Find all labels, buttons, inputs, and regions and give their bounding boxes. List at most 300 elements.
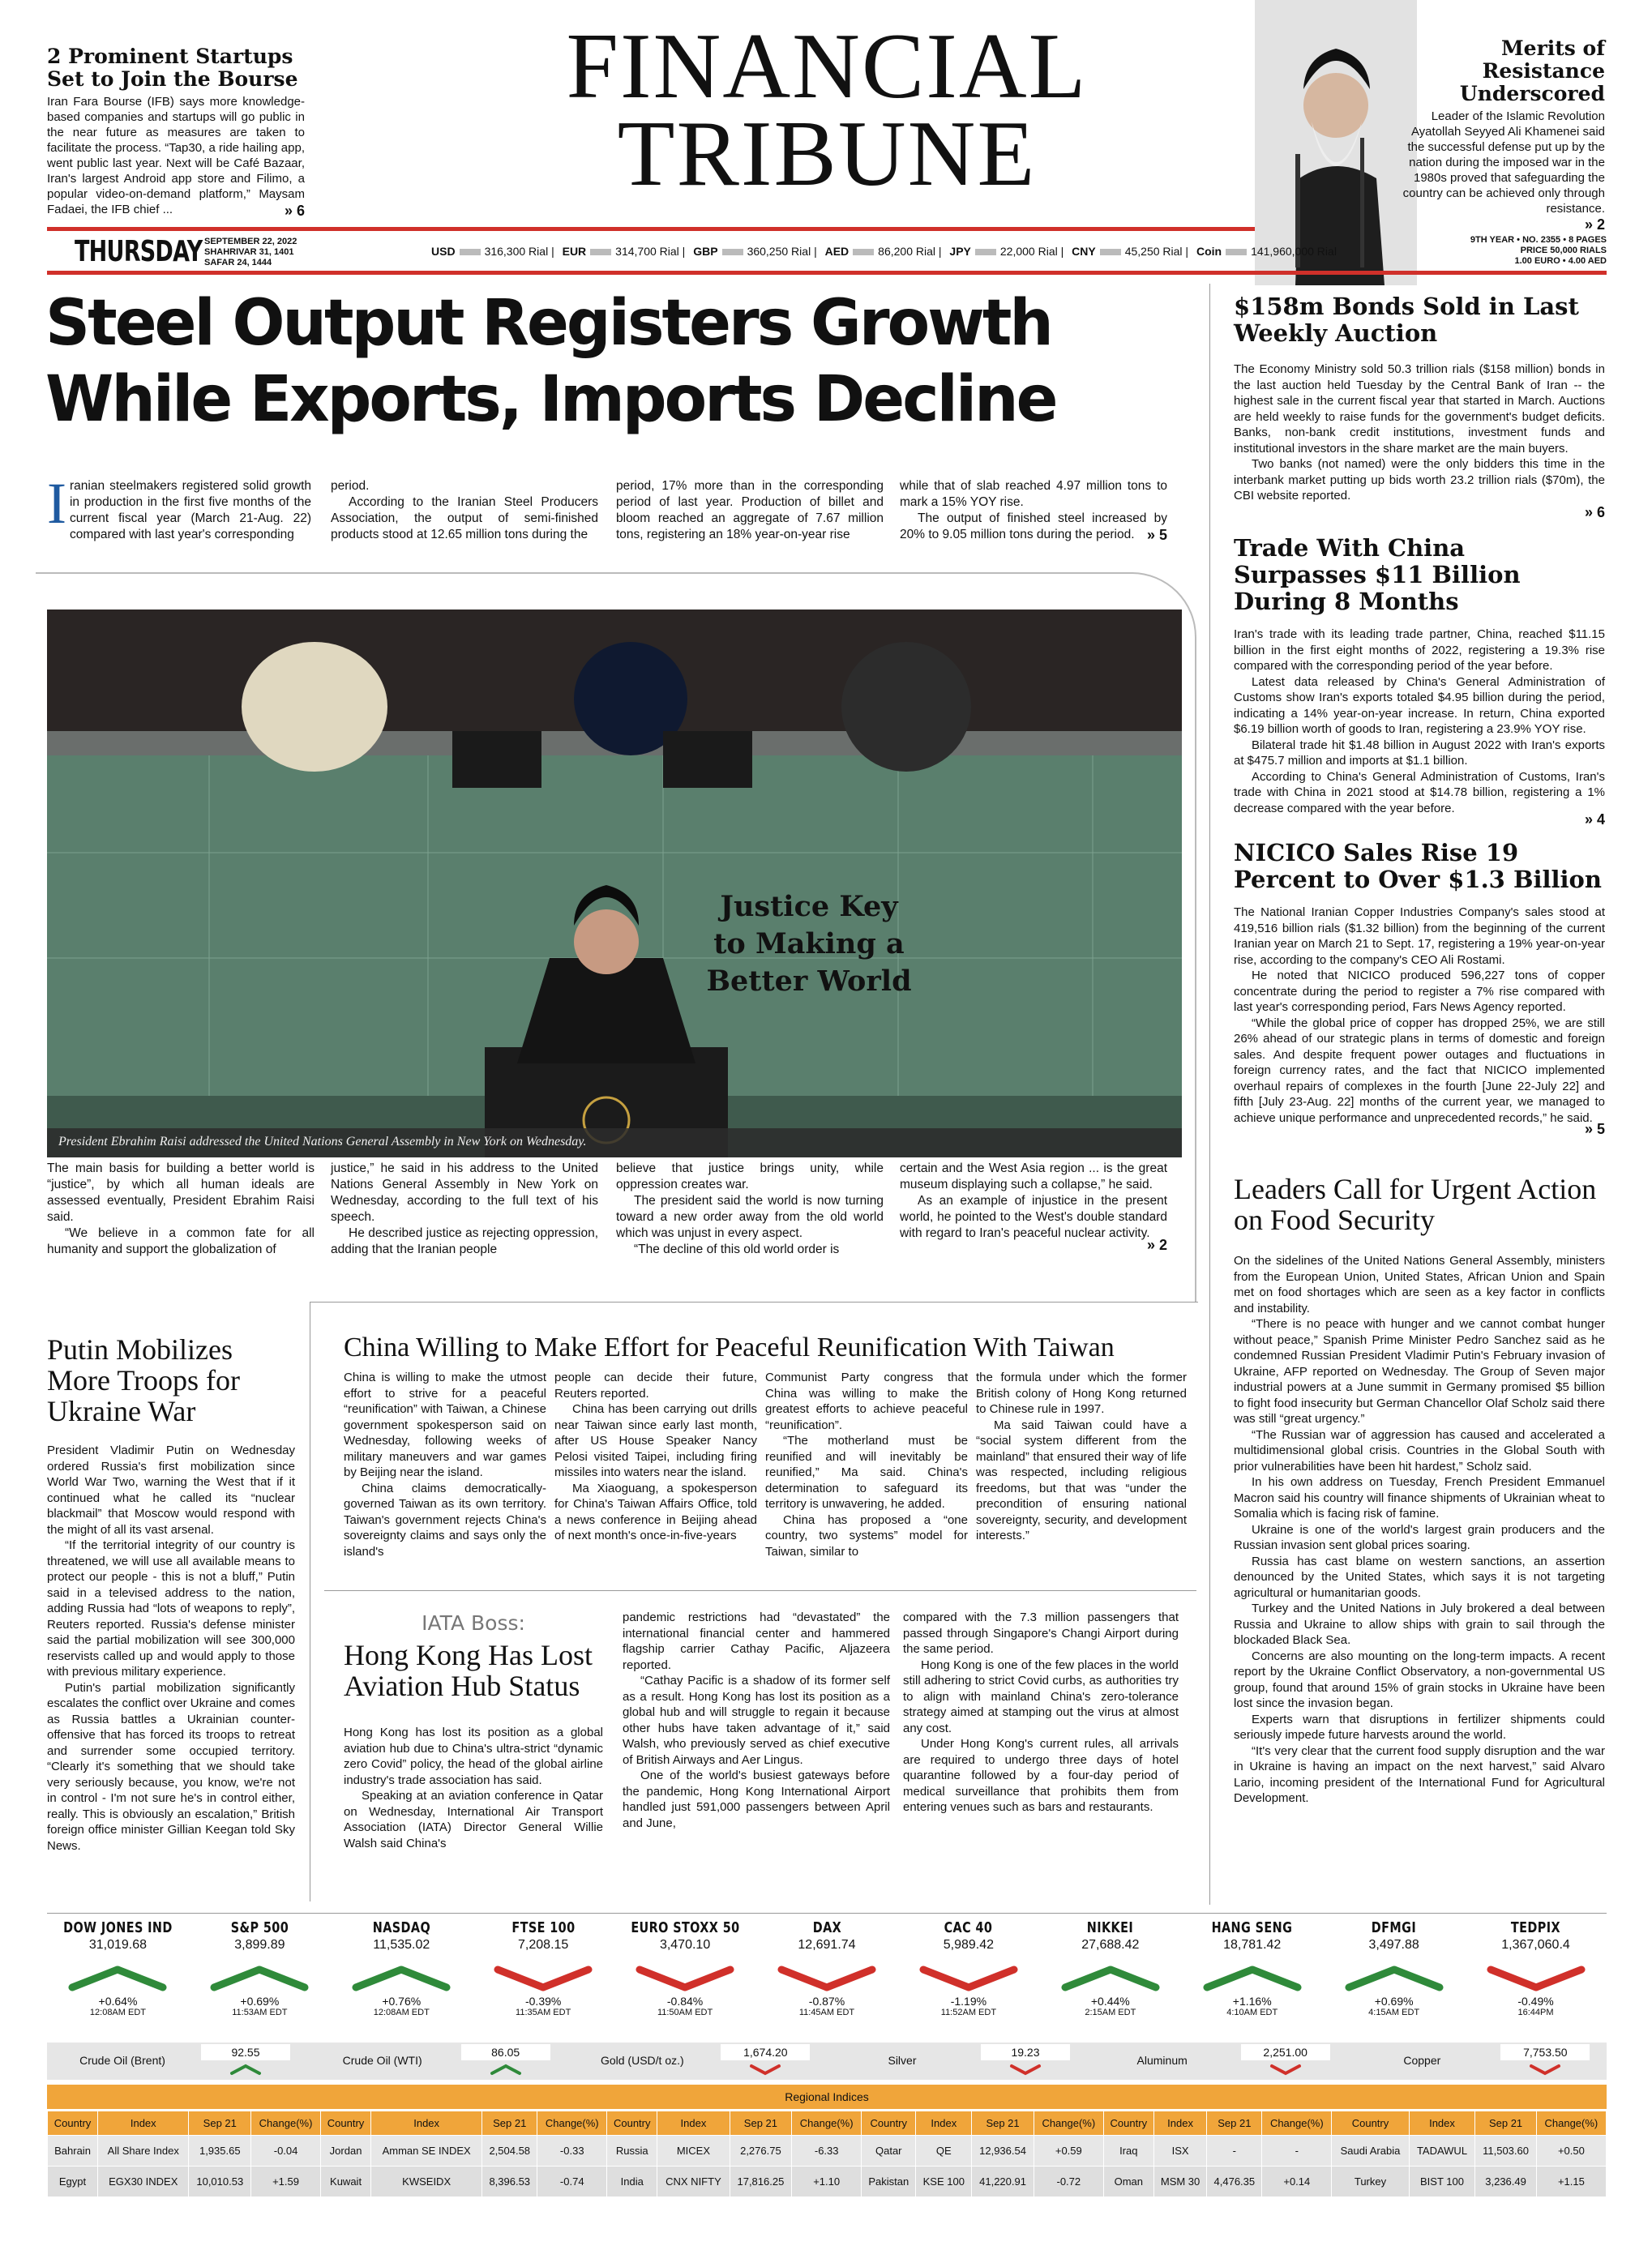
commodity-aluminum: [1087, 2043, 1347, 2080]
china-trade-p4: According to China's General Administration of Customs, Iran's trade with China in 2021 stood at $14.78 billion, registering a 1% decrease compared with the year before.: [1234, 769, 1605, 815]
commodities-bar: [47, 2043, 1607, 2080]
down-chevron-icon: [1487, 1965, 1585, 1991]
ticker-currency: CNY: [1072, 245, 1096, 258]
food-p10: “It's very clear that the current food supply disruption and the war in Ukraine is having an impact on the next harvest,” said Alvaro Lario, incoming president of the International Fund for Agricultural Development.: [1234, 1743, 1605, 1805]
index-name: EURO STOXX 50: [630, 1919, 740, 1936]
ticker-separator: |: [811, 245, 820, 258]
table-cell: 2,504.58: [482, 2136, 537, 2167]
ticker-bar: [590, 249, 611, 255]
food-p2: “There is no peace with hunger and we cannot combat hunger without peace,” Spanish Prime Minister Pedro Sanchez said as he condemned Russian President Vladimir Putin's February invasion of Ukraine, AFP reported on Wednesday. The Group of Seven major industrial powers at a June summit in Germany promised $5 billion to fight food insecurity but German Chancellor Olaf Scholz said there was still “great urgency.”: [1234, 1317, 1605, 1426]
bonds-title: $158m Bonds Sold in Last Weekly Auction: [1234, 293, 1579, 347]
lead-col-1-text: ranian steelmakers registered solid growth in production in the first five months of the current fiscal year (March 21-Aug. 22) compared with last year's corresponding: [69, 479, 311, 541]
date-block: [204, 237, 297, 268]
teaser-left-more[interactable]: » 6: [284, 203, 305, 219]
china-trade-p3: Bilateral trade hit $1.48 billion in August 2022 with Iran's exports at $475.7 million and imports at $1.1 billion.: [1234, 738, 1605, 768]
ticker-item: [1072, 245, 1192, 258]
index-euro-stoxx-50: [614, 1919, 756, 2041]
ticker-item: [563, 245, 689, 258]
regional-indices-title: Regional Indices: [47, 2085, 1607, 2109]
food-title: Leaders Call for Urgent Action on Food Security: [1234, 1173, 1597, 1236]
story-nicico[interactable]: [1234, 840, 1605, 1138]
lead-dropcap: I: [47, 471, 66, 536]
index-value: 3,497.88: [1368, 1938, 1419, 1952]
index-value: 1,367,060.4: [1501, 1938, 1570, 1952]
table-cell: Change(%): [251, 2111, 321, 2136]
regional-indices-table: [47, 2111, 1607, 2197]
photo-overlay-title: Justice Key to Making a Better World: [706, 890, 912, 998]
index-dow-jones-ind: [47, 1919, 189, 2041]
down-chevron-icon: [1009, 2064, 1042, 2075]
index-name: NASDAQ: [372, 1919, 430, 1936]
teaser-left-body: Iran Fara Bourse (IFB) says more knowledge-based companies and startups will go public in the near future as measures are taken to facilitate the process. “Tap30, a ride hailing app, went public last year. Next will be Café Bazaar, Iran's largest Android app store and Filimo, a popular video-on-demand platform,” Maysam Fadaei, the IFB chief ...: [47, 95, 305, 216]
ticker-currency: USD: [431, 245, 456, 258]
ticker-bar: [975, 249, 996, 255]
index-value: 5,989.42: [943, 1938, 995, 1952]
commodity-value: 7,753.50: [1500, 2044, 1590, 2060]
food-p8: Concerns are also mounting on the long-term impacts. A recent report by the Ukraine Conflict Observatory, a non-governmental US group, found that around 15% of grain stocks in Ukraine have been lost since the invasion began.: [1234, 1649, 1605, 1710]
table-cell: Pakistan: [862, 2167, 916, 2197]
photo-col-3-p3: “The decline of this old world order is: [634, 1243, 840, 1256]
index-time: 11:50AM EDT: [657, 2008, 713, 2017]
photo-col-3-p1: believe that justice brings unity, while oppression creates war.: [616, 1161, 884, 1191]
index-change: -0.49%: [1517, 1995, 1554, 2008]
table-cell: Country: [862, 2111, 916, 2136]
table-cell: Index: [1409, 2111, 1475, 2136]
lead-col-2-p2: According to the Iranian Steel Producers Association, the output of semi-finished products stood at 12.65 million tons during the: [331, 495, 598, 541]
taiwan-c2-p1: people can decide their future, Reuters reported.: [554, 1371, 757, 1401]
ticker-value: 360,250 Rial: [747, 245, 811, 258]
ticker-bar: [722, 249, 743, 255]
lead-col-4-p1: while that of slab reached 4.97 million tons to mark a 15% YOY rise.: [900, 479, 1167, 509]
commodity-value: 86.05: [461, 2044, 550, 2060]
markets-top-rule: [47, 1913, 1607, 1914]
index-time: 11:52AM EDT: [940, 2008, 997, 2017]
index-dfmgi: [1323, 1919, 1465, 2041]
teaser-left[interactable]: [47, 45, 305, 220]
table-cell: MICEX: [657, 2136, 730, 2167]
table-cell: Country: [607, 2111, 657, 2136]
food-p7: Turkey and the United Nations in July brokered a deal between Russia and Ukraine to allow ships with grain to sail through the blockaded Black Sea.: [1234, 1602, 1605, 1647]
taiwan-title: China Willing to Make Effort for Peaceful Reunification With Taiwan: [344, 1332, 1115, 1362]
index-time: 11:35AM EDT: [516, 2008, 571, 2017]
lead-headline[interactable]: [45, 285, 1174, 438]
table-cell: TADAWUL: [1409, 2136, 1475, 2167]
table-cell: Egypt: [48, 2167, 98, 2197]
commodity-gold-usd-t-oz: [567, 2043, 827, 2080]
commodity-value: 2,251.00: [1241, 2044, 1330, 2060]
lead-col-4: [900, 478, 1167, 543]
lead-col-3-text: period, 17% more than in the corresponding period of last year. Production of billet and bloom reached an aggregate of 7.67 million tons, registering an 18% year-on-year rise: [616, 479, 884, 541]
table-cell: -0.74: [537, 2167, 607, 2197]
index-time: 11:53AM EDT: [232, 2008, 288, 2017]
commodity-name: Crude Oil (WTI): [342, 2054, 422, 2067]
food-p9: Experts warn that disruptions in fertilizer shipments could seriously impede future harvests around the world.: [1234, 1712, 1605, 1742]
ticker-currency: GBP: [693, 245, 718, 258]
table-cell: 10,010.53: [189, 2167, 251, 2197]
table-cell: 1,935.65: [189, 2136, 251, 2167]
masthead-top-rule: [47, 227, 1255, 231]
table-cell: Kuwait: [321, 2167, 371, 2197]
table-cell: Index: [371, 2111, 482, 2136]
ticker-bar: [1100, 249, 1121, 255]
table-cell: Qatar: [862, 2136, 916, 2167]
issue-fx: 1.00 EURO • 4.00 AED: [1514, 256, 1607, 266]
ticker-separator: |: [1182, 245, 1192, 258]
china-trade-more[interactable]: » 4: [1584, 811, 1605, 828]
up-chevron-icon: [1062, 1965, 1159, 1991]
table-cell: Bahrain: [48, 2136, 98, 2167]
hk-title: Hong Kong Has Lost Aviation Hub Status: [344, 1639, 593, 1702]
commodity-name: Crude Oil (Brent): [79, 2054, 165, 2067]
story-bonds[interactable]: [1234, 293, 1605, 521]
table-cell: Index: [1153, 2111, 1206, 2136]
index-change: -0.87%: [808, 1995, 845, 2008]
index-change: -1.19%: [950, 1995, 987, 2008]
table-cell: CNX NIFTY: [657, 2167, 730, 2197]
ticker-bar: [1226, 249, 1247, 255]
up-chevron-icon: [211, 1965, 308, 1991]
ticker-item: [949, 245, 1067, 258]
index-dax: [756, 1919, 898, 2041]
lead-col-2-p1: period.: [331, 479, 370, 493]
ticker-value: 141,960,000 Rial: [1251, 245, 1337, 258]
photo-col-2-p2: He described justice as rejecting oppression, adding that the Iranian people: [331, 1226, 598, 1256]
table-cell: Amman SE INDEX: [371, 2136, 482, 2167]
table-cell: Change(%): [1262, 2111, 1332, 2136]
table-cell: +1.15: [1536, 2167, 1606, 2197]
food-p4: In his own address on Tuesday, French President Emmanuel Macron said his country will finance shipments of Ukrainian wheat to Somalia which is facing risk of famine.: [1234, 1475, 1605, 1521]
lead-col-1: [47, 471, 311, 543]
table-cell: Sep 21: [972, 2111, 1034, 2136]
ticker-separator: |: [678, 245, 689, 258]
commodity-crude-oil-brent: [47, 2043, 307, 2080]
index-name: NIKKEI: [1087, 1919, 1134, 1936]
nicico-p1: The National Iranian Copper Industries Company's sales stood at 419,516 billion rials ($1.32 billion) from the beginning of the current Iranian year on March 21 to Sept. 17, registering a 19% year-on-year rise, according to the company's CEO Ali Rostami.: [1234, 905, 1605, 967]
table-header-row: [48, 2111, 1607, 2136]
index-value: 18,781.42: [1223, 1938, 1282, 1952]
commodity-copper: [1346, 2043, 1607, 2080]
table-cell: KWSEIDX: [371, 2167, 482, 2197]
taiwan-c4-p1: the formula under which the former British colony of Hong Kong returned to Chinese rule in 1997.: [976, 1371, 1187, 1416]
taiwan-col-1: [344, 1370, 546, 1559]
table-cell: KSE 100: [916, 2167, 972, 2197]
date-ar: SAFAR 24, 1444: [204, 258, 272, 267]
teaser-right-title: Merits of Resistance Underscored: [1459, 36, 1605, 105]
story-taiwan[interactable]: [344, 1332, 1195, 1363]
lead-col-4-p2: The output of finished steel increased by 20% to 9.05 million tons during the period.: [900, 511, 1167, 541]
up-chevron-icon: [229, 2064, 262, 2075]
up-chevron-icon: [1204, 1965, 1301, 1991]
table-cell: Sep 21: [189, 2111, 251, 2136]
table-cell: Oman: [1103, 2167, 1153, 2197]
bonds-p1: The Economy Ministry sold 50.3 trillion rials ($158 million) bonds in the last auction held Tuesday by the Central Bank of Iran -- the highest sale in the current fiscal year that started in March. Auctions are held weekly to raise funds for the government's budget deficits. Banks, non-bank credit institutions, investment funds and institutional investors in the share market are the main buyers.: [1234, 362, 1605, 456]
table-cell: Sep 21: [1475, 2111, 1536, 2136]
lead-col-3: [616, 478, 884, 543]
table-cell: All Share Index: [98, 2136, 189, 2167]
commodity-name: Silver: [888, 2054, 917, 2067]
photo-story-col-1: [47, 1161, 315, 1258]
table-cell: QE: [916, 2136, 972, 2167]
leader-photo: [1255, 0, 1417, 285]
table-cell: Index: [916, 2111, 972, 2136]
table-cell: Sep 21: [730, 2111, 792, 2136]
down-chevron-icon: [749, 2064, 781, 2075]
table-cell: -: [1207, 2136, 1262, 2167]
bonds-body: [1234, 361, 1605, 504]
table-cell: -0.33: [537, 2136, 607, 2167]
food-p6: Russia has cast blame on western sanctions, an assertion denounced by the United States, which says it is not targeting agricultural or humanitarian goods.: [1234, 1554, 1605, 1600]
story-food-security[interactable]: [1234, 1174, 1605, 1807]
date-fa: SHAHRIVAR 31, 1401: [204, 247, 294, 257]
table-cell: +0.14: [1262, 2167, 1332, 2197]
table-row: [48, 2167, 1607, 2197]
teaser-right-body: Leader of the Islamic Revolution Ayatollah Seyyed Ali Khamenei said the successful defense put up by the nation during the imposed war in the 1980s proved that safeguarding the country can be achieved only through resistance.: [1402, 109, 1605, 216]
bonds-more[interactable]: » 6: [1584, 503, 1605, 520]
taiwan-c1-p2: China claims democratically-governed Taiwan as its own territory. Taiwan's government rejects China's sovereignty claims and says only the island's: [344, 1481, 546, 1559]
index-change: +0.44%: [1090, 1995, 1130, 2008]
hk-kicker: IATA Boss:: [422, 1611, 525, 1635]
taiwan-col-3: [765, 1370, 968, 1559]
table-cell: 3,236.49: [1475, 2167, 1536, 2197]
photo-col-4-p1: certain and the West Asia region ... is the great museum displaying such a collapse,” he said.: [900, 1161, 1167, 1191]
table-cell: 12,936.54: [972, 2136, 1034, 2167]
food-body: [1234, 1253, 1605, 1807]
down-chevron-icon: [920, 1965, 1017, 1991]
china-trade-p1: Iran's trade with its leading trade partner, China, reached $11.15 billion in the first eight months of 2022, registering a 19.3% rise compared with the corresponding period of the year before.: [1234, 627, 1605, 673]
lower-divider-top: [310, 1302, 1198, 1303]
down-chevron-icon: [1269, 2064, 1302, 2075]
index-cac-40: [897, 1919, 1039, 2041]
index-name: DFMGI: [1371, 1919, 1417, 1936]
ticker-item: [693, 245, 820, 258]
ticker-value: 86,200 Rial: [878, 245, 935, 258]
nicico-body: [1234, 905, 1605, 1126]
lead-headline-line2: While Exports, Imports Decline: [45, 363, 1056, 436]
down-chevron-icon: [1529, 2064, 1561, 2075]
hk-c2-p2: “Cathay Pacific is a shadow of its former self as a result. Hong Kong has lost its position as a global hub and will struggle to regain it because other hubs have taken advantage of it,” said Walsh, who previously served as chief executive of British Airways and Aer Lingus.: [623, 1674, 890, 1767]
table-row: [48, 2136, 1607, 2167]
index-hang-seng: [1181, 1919, 1323, 2041]
issue-price: PRICE 50,000 RIALS: [1520, 246, 1607, 255]
up-chevron-icon: [69, 1965, 166, 1991]
down-chevron-icon: [636, 1965, 734, 1991]
china-trade-title: Trade With China Surpasses $11 Billion During 8 Months: [1234, 534, 1521, 615]
photo-story-col-4: [900, 1161, 1167, 1253]
index-change: +0.76%: [382, 1995, 422, 2008]
ticker-value: 45,250 Rial: [1124, 245, 1183, 258]
ticker-bar: [853, 249, 874, 255]
index-tedpix: [1465, 1919, 1607, 2041]
index-s-p-500: [189, 1919, 331, 2041]
masthead-line2: TRIBUNE: [617, 102, 1037, 206]
food-p1: On the sidelines of the United Nations General Assembly, ministers from the European Union, United States, African Union and Spain met on food shortages which are seen as a key factor in conflicts and instability.: [1234, 1254, 1605, 1315]
teaser-right[interactable]: [1394, 37, 1605, 233]
commodity-name: Copper: [1403, 2054, 1441, 2067]
masthead-logo: [405, 15, 1248, 206]
index-value: 11,535.02: [373, 1938, 430, 1952]
nicico-p2: He noted that NICICO produced 596,227 tons of copper concentrate during the period to register a 7% rise compared with last year's corresponding period, Fars News Agency reported.: [1234, 969, 1605, 1014]
index-change: +0.69%: [240, 1995, 280, 2008]
ticker-value: 314,700 Rial: [615, 245, 679, 258]
table-cell: +0.59: [1034, 2136, 1103, 2167]
table-cell: Index: [657, 2111, 730, 2136]
table-cell: Country: [1103, 2111, 1153, 2136]
table-cell: -0.72: [1034, 2167, 1103, 2197]
hk-divider: [324, 1590, 1196, 1591]
putin-p3: Putin's partial mobilization significantly escalates the conflict over Ukraine and comes as Russia battles a Ukrainian counter-offensive that has forced its troops to retreat and surrender some occupied territory. “Clearly it's something that we should take very seriously because, you know, we're not in control - I'm not sure he's in control either, really. This is obviously an escalation,” British foreign office minister Gillian Keegan told Sky News.: [47, 1680, 295, 1853]
hk-c1-p2: Speaking at an aviation conference in Qatar on Wednesday, International Air Transport Association (IATA) Director General Willie Walsh said China's: [344, 1789, 603, 1850]
ticker-item: [825, 245, 945, 258]
table-cell: 17,816.25: [730, 2167, 792, 2197]
table-cell: Change(%): [792, 2111, 862, 2136]
table-cell: Change(%): [1034, 2111, 1103, 2136]
nicico-more[interactable]: » 5: [1584, 1121, 1605, 1137]
table-cell: Change(%): [1536, 2111, 1606, 2136]
index-nikkei: [1039, 1919, 1181, 2041]
ticker-separator: |: [1057, 245, 1068, 258]
teaser-right-more[interactable]: » 2: [1584, 216, 1605, 233]
taiwan-c4-p2: Ma said Taiwan could have a “social system different from the mainland” that ensured their way of life was respected, including religious freedoms, but that was “under the precondition of ensuring national sovereignty, security, and development interests.”: [976, 1418, 1187, 1542]
story-china-trade[interactable]: [1234, 535, 1605, 828]
commodity-name: Aluminum: [1136, 2054, 1188, 2067]
taiwan-col-2: [554, 1370, 757, 1544]
table-cell: Saudi Arabia: [1332, 2136, 1409, 2167]
index-name: CAC 40: [944, 1919, 993, 1936]
hk-col-2: [623, 1610, 890, 1831]
taiwan-col-4: [976, 1370, 1187, 1544]
index-value: 31,019.68: [88, 1938, 148, 1952]
date-en: SEPTEMBER 22, 2022: [204, 237, 297, 246]
lead-col-2: [331, 478, 598, 543]
hk-c1-p1: Hong Kong has lost its position as a global aviation hub due to China's ultra-strict “dynamic zero Covid” policy, the head of the global airline industry's trade association has said.: [344, 1726, 603, 1787]
lead-headline-line1: Steel Output Registers Growth: [45, 287, 1051, 360]
table-cell: Country: [321, 2111, 371, 2136]
table-cell: Sep 21: [1207, 2111, 1262, 2136]
index-time: 11:45AM EDT: [798, 2008, 855, 2017]
table-cell: +1.10: [792, 2167, 862, 2197]
ticker-currency: JPY: [949, 245, 971, 258]
index-time: 16:44PM: [1517, 2008, 1554, 2017]
story-putin[interactable]: [47, 1334, 295, 1854]
putin-title: Putin Mobilizes More Troops for Ukraine War: [47, 1333, 241, 1427]
commodity-value: 1,674.20: [721, 2044, 810, 2060]
index-change: -0.39%: [524, 1995, 562, 2008]
table-cell: 2,276.75: [730, 2136, 792, 2167]
ticker-currency: EUR: [562, 245, 587, 258]
photo-story-more[interactable]: » 2: [1146, 1237, 1167, 1253]
lead-more[interactable]: » 5: [1146, 527, 1167, 543]
table-cell: Sep 21: [482, 2111, 537, 2136]
index-change: +1.16%: [1232, 1995, 1272, 2008]
table-cell: Jordan: [321, 2136, 371, 2167]
putin-p1: President Vladimir Putin on Wednesday ordered Russia's first mobilization since World War Two, warning the West that if it continued what he called its “nuclear blackmail” that Moscow would respond with the might of all its vast arsenal.: [47, 1444, 295, 1537]
index-time: 2:15AM EDT: [1085, 2008, 1136, 2017]
index-name: S&P 500: [230, 1919, 289, 1936]
up-chevron-icon: [490, 2064, 522, 2075]
commodity-value: 19.23: [981, 2044, 1070, 2060]
table-cell: -6.33: [792, 2136, 862, 2167]
ticker-currency: Coin: [1196, 245, 1222, 258]
table-cell: 11,503.60: [1475, 2136, 1536, 2167]
index-change: +0.64%: [98, 1995, 138, 2008]
masthead-bottom-rule: [47, 271, 1607, 275]
photo-story-col-3: [616, 1161, 884, 1258]
index-name: DOW JONES IND: [63, 1919, 173, 1936]
currency-ticker: [431, 245, 1337, 258]
photo-col-4-p2: As an example of injustice in the present world, he pointed to the West's double standard with regard to Iran's peaceful nuclear activity.: [900, 1194, 1167, 1240]
index-time: 12:08AM EDT: [373, 2008, 430, 2017]
up-chevron-icon: [353, 1965, 450, 1991]
ticker-currency: AED: [824, 245, 850, 258]
putin-p2: “If the territorial integrity of our country is threatened, we will use all available means to protect our people - this is not a bluff,” Putin said in a televised address to the nation, adding Russia had “lots of weapons to reply”, Reuters reported. Russia's defense minister said the partial mobilization will see 300,000 reservists called up and would apply to those with previous military experience.: [47, 1538, 295, 1679]
taiwan-c1-p1: China is willing to make the utmost effort to strive for a peaceful “reunification” with Taiwan, a Chinese government spokesperson said on Wednesday, following weeks of military maneuvers and war games by Beijing near the island.: [344, 1371, 546, 1479]
ticker-separator: |: [935, 245, 945, 258]
teaser-left-title: 2 Prominent Startups Set to Join the Bourse: [47, 45, 298, 91]
index-change: -0.84%: [666, 1995, 704, 2008]
photo-story-col-2: [331, 1161, 598, 1258]
table-cell: Country: [1332, 2111, 1409, 2136]
index-value: 27,688.42: [1081, 1938, 1140, 1952]
up-chevron-icon: [1346, 1965, 1443, 1991]
table-cell: Turkey: [1332, 2167, 1409, 2197]
index-name: DAX: [812, 1919, 841, 1936]
putin-body: [47, 1443, 295, 1854]
hk-col-1: [344, 1725, 603, 1851]
china-trade-p2: Latest data released by China's General Administration of Customs show Iran's exports totaled $4.95 billion during the period, indicating a 14% year-on-year increase. In return, China exported $6.19 billion worth of goods to Iran, registering a 23.9% YOY rise.: [1234, 674, 1605, 736]
table-cell: 8,396.53: [482, 2167, 537, 2197]
market-indices: [47, 1919, 1607, 2041]
table-cell: Index: [98, 2111, 189, 2136]
nicico-p3: “While the global price of copper has dropped 25%, we are still 26% ahead of our strategic plans in terms of domestic and foreign sales. And despite frequent power outages and fluctuations in foreign currency rates, and the fact that NICICO implemented overhaul repairs of complexes in the fourth [June 22-July 22] and fifth [July 23-Aug. 22] months of the current year, we managed to achieve unique performance and unprecedented records,” he said.: [1234, 1016, 1605, 1125]
table-cell: 4,476.35: [1207, 2167, 1262, 2197]
table-cell: ISX: [1153, 2136, 1206, 2167]
table-cell: India: [607, 2167, 657, 2197]
table-cell: MSM 30: [1153, 2167, 1206, 2197]
table-cell: Iraq: [1103, 2136, 1153, 2167]
issue-number: 9TH YEAR • NO. 2355 • 8 PAGES: [1470, 235, 1607, 245]
index-time: 12:08AM EDT: [89, 2008, 146, 2017]
commodity-silver: [827, 2043, 1087, 2080]
photo-caption: President Ebrahim Raisi addressed the United Nations General Assembly in New York on Wednesday.: [58, 1135, 587, 1149]
day-label: THURSDAY: [75, 235, 203, 268]
commodity-value: 92.55: [201, 2044, 290, 2060]
index-nasdaq: [331, 1919, 473, 2041]
hk-c3-p2: Hong Kong is one of the few places in the world still adhering to strict Covid curbs, as authorities try to align with mainland China's zero-tolerance strategy aimed at stamping out the virus at almost any cost.: [903, 1658, 1179, 1735]
commodity-name: Gold (USD/t oz.): [600, 2054, 684, 2067]
taiwan-c2-p2: China has been carrying out drills near Taiwan since early last month, after US House Speaker Nancy Pelosi visited Taipei, including firing missiles into waters near the island.: [554, 1402, 757, 1479]
index-value: 3,470.10: [659, 1938, 711, 1952]
down-chevron-icon: [778, 1965, 875, 1991]
index-ftse-100: [473, 1919, 614, 2041]
food-p5: Ukraine is one of the world's largest grain producers and the Russian invasion sent global prices soaring.: [1234, 1522, 1605, 1552]
index-change: +0.69%: [1374, 1995, 1414, 2008]
commodity-crude-oil-wti: [307, 2043, 567, 2080]
table-cell: 41,220.91: [972, 2167, 1034, 2197]
china-trade-body: [1234, 627, 1605, 816]
ticker-value: 22,000 Rial: [999, 245, 1058, 258]
bonds-p2: Two banks (not named) were the only bidders this time in the interbank market putting up bids worth 23.2 trillion rials ($70m), the CBI website reported.: [1234, 457, 1605, 503]
hk-col-3: [903, 1610, 1179, 1816]
index-value: 7,208.15: [518, 1938, 569, 1952]
story-hong-kong[interactable]: [344, 1611, 603, 1701]
index-time: 4:15AM EDT: [1368, 2008, 1420, 2017]
table-cell: Change(%): [537, 2111, 607, 2136]
masthead-line1: FINANCIAL: [566, 15, 1088, 118]
ticker-item: [1196, 245, 1337, 258]
hk-c2-p1: pandemic restrictions had “devastated” the international financial center and hammered flagship carrier Cathay Pacific, Aljazeera reported.: [623, 1611, 890, 1672]
hk-c3-p1: compared with the 7.3 million passengers that passed through Singapore's Changi Airport during the same period.: [903, 1611, 1179, 1656]
table-cell: +0.50: [1536, 2136, 1606, 2167]
